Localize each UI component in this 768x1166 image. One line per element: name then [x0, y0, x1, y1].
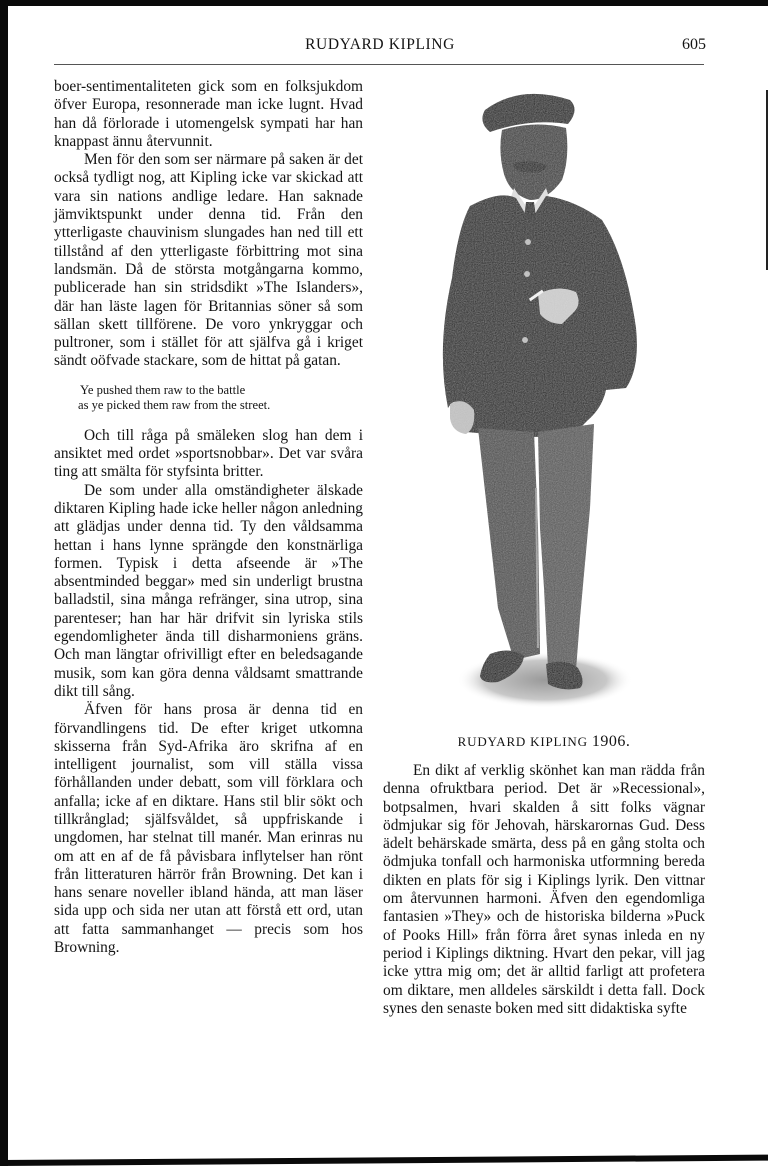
header-rule — [54, 64, 704, 65]
paragraph: Och till råga på smäleken slog han dem i ansiktet med ordet »sportsnobbar». Det var svåra ting att smälta för styfsinta britter. — [54, 426, 363, 481]
scan-border-bottom — [0, 1155, 768, 1166]
running-title: RUDYARD KIPLING — [305, 36, 455, 53]
paragraph: Äfven för hans prosa är denna tid en förvandlingens tid. De efter kriget utkomna skisserna från Syd-Afrika äro skrifna af en intelligent journalist, som vill ställa vissa förhållanden under debatt, som vill förklara och anfalla; icke af en diktare. Hans stil blir sökt och tillkrånglad; själfsvåldet, så uppfriskande i ungdomen, har stelnat till manér. Man erinras nu om att en af de få påvisbara inflytelser han rönt från litteraturen härrör från Browning. Det kan i hans senare noveller ibland hända, att man läser sida upp och sida ner utan att förstå ett ord, utan att fatta sammanhanget — precis som hos Browning. — [54, 701, 363, 957]
left-column — [54, 78, 363, 957]
figure-caption — [383, 733, 705, 751]
portrait-photograph — [430, 88, 660, 713]
paragraph: De som under alla omständigheter älskade diktaren Kipling hade icke heller någon anledning att glädjas under denna tid. Ty den våldsamma hettan i hans lynne sprängde den konstnärliga formen. Typisk i detta afseende är »The absentminded beggar» med sin underligt brustna balladstil, sina många refränger, sina utrop, sina parenteser; han har här drifvit sin lyriska stils egendomligheter ända till disharmoniens gräns. Och man längtar ofrivilligt efter en beledsagande musik, som kan göra denna våldsamt smattrande dikt till sång. — [54, 481, 363, 700]
caption-name: RUDYARD KIPLING — [457, 734, 588, 749]
caption-year: 1906. — [591, 733, 631, 750]
scan-border-left — [0, 0, 8, 1166]
verse-quote — [80, 383, 363, 413]
paragraph: boer-sentimentaliteten gick som en folksjukdom öfver Europa, resonnerade man icke lugnt. Hvad han då förlorade i utomengelsk sympati har han knappast ännu återvunnit. — [54, 78, 363, 150]
paragraph: Men för den som ser närmare på saken är det också tydligt nog, att Kipling icke var skickad att vara sin nations andlige ledare. Han saknade jämviktspunkt under denna tid. Från den ytterligaste chauvinism slungades han ned till ett tillstånd af den ytterligaste förbittring mot sina landsmän. Då de största motgångarna kommo, publicerade han sin stridsdikt »The Islanders», där han läste lagen för Britannias söner så som sällan skett tillförene. De voro ynkryggar och pultroner, som i stället för att själfva gå i kriget sändt oöfvade stackare, som de hittat på gatan. — [54, 151, 363, 370]
verse-line: Ye pushed them raw to the battle — [80, 382, 246, 397]
verse-line: as ye picked them raw from the street. — [78, 397, 271, 412]
right-column — [383, 762, 705, 1018]
page-number: 605 — [682, 36, 706, 53]
scan-border-top — [0, 0, 768, 6]
page-header — [54, 34, 706, 60]
paragraph: En dikt af verklig skönhet kan man rädda från denna ofruktbara period. Det är »Recessional», botpsalmen, hvari skalden å sitt folks vägnar ödmjukar sig för Jehovah, härskarornas Gud. Dess ädelt behärskade smärta, dess på en gång stolta och ödmjuka tonfall och harmoniska utformning bereda dikten en plats för sig i Kiplings lyrik. Den vittnar om återvunnen harmoni. Äfven den egendomliga fantasien »They» och de historiska bilderna »Puck of Pooks Hill» från förra året synas inleda en ny period i Kiplings diktning. Hvart den pekar, vill jag icke yttra mig om; det är alltid farligt att profetera om diktare, men alldeles särskildt i detta fall. Dock synes den senaste boken med sitt didaktiska syfte — [383, 762, 705, 1017]
